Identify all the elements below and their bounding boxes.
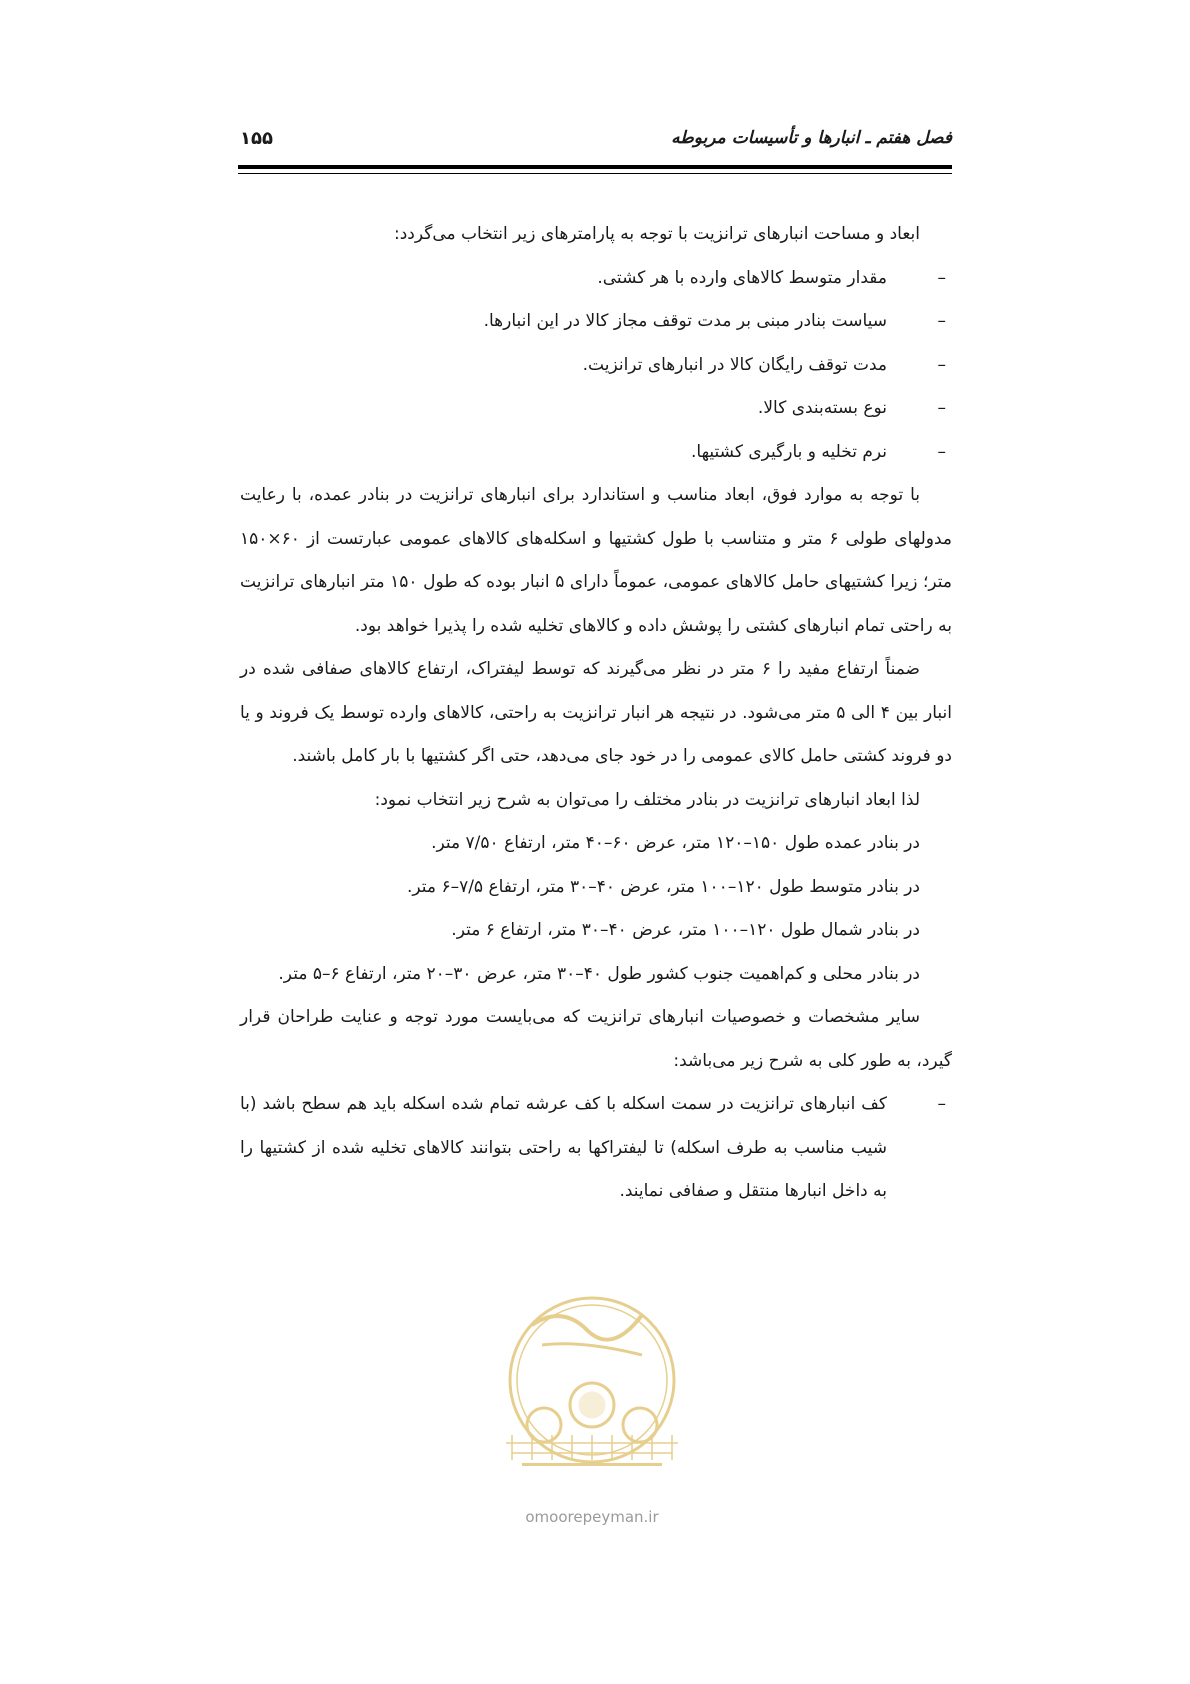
list-item <box>240 344 952 388</box>
spec-line: در بنادر عمده طول ۱۵۰–۱۲۰ متر، عرض ۶۰–۴۰ متر، ارتفاع ۷/۵۰ متر. <box>431 833 920 853</box>
omoorepeyman-watermark-logo <box>492 1285 692 1535</box>
list-item <box>240 431 952 475</box>
spec-line: در بنادر محلی و کم‌اهمیت جنوب کشور طول ۴۰–۳۰ متر، عرض ۳۰–۲۰ متر، ارتفاع ۶–۵ متر. <box>278 963 920 984</box>
watermark-url: omoorepeyman.ir <box>525 1508 659 1526</box>
list-item <box>240 257 952 301</box>
list-item-text: مدت توقف رایگان کالا در انبارهای ترانزیت. <box>582 354 887 375</box>
spec-line: در بنادر شمال طول ۱۲۰–۱۰۰ متر، عرض ۴۰–۳۰ متر، ارتفاع ۶ متر. <box>451 920 920 940</box>
list-item <box>240 1083 952 1214</box>
list-item-text: نرم تخلیه و بارگیری کشتیها. <box>690 441 887 462</box>
body-paragraph: با توجه به موارد فوق، ابعاد مناسب و استاندارد برای انبارهای ترانزیت در بنادر عمده، با رعایت مدولهای طولی ۶ متر و متناسب با طول کشتیها و اسکله‌های کالاهای عمومی عبارتست از ۶۰×۱۵۰ متر؛ زیرا کشتیهای حامل کالاهای عمومی، عموماً دارای ۵ انبار بوده که طول ۱۵۰ متر انبارهای ترانزیت به راحتی تمام انبارهای کشتی را پوشش داده و کالاهای تخلیه شده را پذیرا خواهد بود. <box>240 485 952 636</box>
dash-bullet: – <box>937 311 946 331</box>
page-number: ۱۵۵ <box>240 128 273 149</box>
list-item-text: سیاست بنادر مبنی بر مدت توقف مجاز کالا در این انبارها. <box>483 311 887 331</box>
list-item <box>240 387 952 431</box>
page-header <box>240 128 952 158</box>
dash-bullet: – <box>937 267 946 288</box>
dash-bullet: – <box>937 1094 946 1114</box>
intro-paragraph: ابعاد و مساحت انبارهای ترانزیت با توجه به پارامترهای زیر انتخاب می‌گردد: <box>394 224 920 244</box>
parameter-list <box>240 257 952 475</box>
body-paragraph: لذا ابعاد انبارهای ترانزیت در بنادر مختلف را می‌توان به شرح زیر انتخاب نمود: <box>374 789 920 810</box>
dash-bullet: – <box>937 441 946 462</box>
dash-bullet: – <box>937 354 946 375</box>
chapter-title: فصل هفتم ـ انبارها و تأسیسات مربوطه <box>671 128 952 148</box>
feature-list <box>240 1083 952 1214</box>
list-item-text: مقدار متوسط کالاهای وارده با هر کشتی. <box>597 267 887 288</box>
page-body <box>240 213 952 1214</box>
dash-bullet: – <box>937 398 946 418</box>
body-paragraph: ضمناً ارتفاع مفید را ۶ متر در نظر می‌گیرند که توسط لیفتراک، ارتفاع کالاهای صفافی شده در انبار بین ۴ الی ۵ متر می‌شود. در نتیجه هر انبار ترانزیت به راحتی، کالاهای وارده توسط یک فروند و یا دو فروند کشتی حامل کالای عمومی را در خود جای می‌دهد، حتی اگر کشتیها با بار کامل باشند. <box>240 659 952 766</box>
header-rule-thick <box>238 165 952 169</box>
list-item-text: نوع بسته‌بندی کالا. <box>757 398 887 418</box>
header-rule-thin <box>238 173 952 174</box>
list-item <box>240 300 952 344</box>
body-paragraph: سایر مشخصات و خصوصیات انبارهای ترانزیت که می‌بایست مورد توجه و عنایت طراحان قرار گیرد، به طور کلی به شرح زیر می‌باشد: <box>240 1007 952 1071</box>
list-item-text: کف انبارهای ترانزیت در سمت اسکله با کف عرشه تمام شده اسکله باید هم سطح باشد (با شیب مناسب به طرف اسکله) تا لیفتراکها به راحتی بتوانند کالاهای تخلیه شده از کشتیها را به داخل انبارها منتقل و صفافی نمایند. <box>240 1094 887 1201</box>
spec-line: در بنادر متوسط طول ۱۲۰–۱۰۰ متر، عرض ۴۰–۳۰ متر، ارتفاع ۷/۵–۶ متر. <box>407 876 920 897</box>
